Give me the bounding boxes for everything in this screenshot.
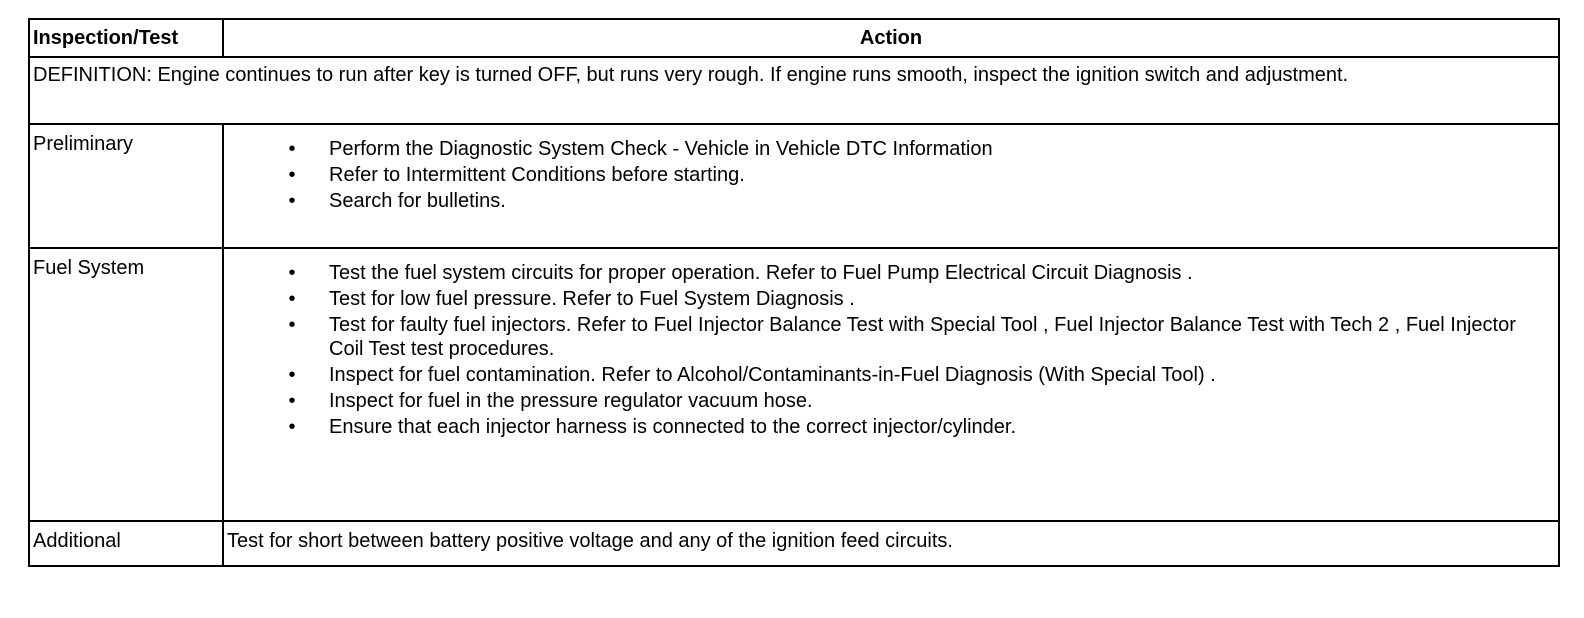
list-item [224,261,1558,285]
definition-text: DEFINITION: Engine continues to run after key is turned OFF, but runs very rough. If engine runs smooth, inspect the ignition switch and adjustment. [29,57,1559,124]
diagnostic-table [28,18,1560,567]
row-label-fuel-system: Fuel System [29,248,223,521]
bullet-icon: • [288,288,296,310]
list-item-text: Inspect for fuel contamination. Refer to Alcohol/Contaminants-in-Fuel Diagnosis (With Special Tool) . [329,364,1216,386]
definition-row [29,57,1559,124]
list-item-text: Test the fuel system circuits for proper operation. Refer to Fuel Pump Electrical Circuit Diagnosis . [329,262,1193,284]
bullet-icon: • [288,138,296,160]
header-row [29,19,1559,57]
list-item [224,189,1558,213]
list-item [224,415,1558,439]
row-label-additional: Additional [29,521,223,566]
bullet-icon: • [288,416,296,438]
list-item-text: Inspect for fuel in the pressure regulator vacuum hose. [329,390,813,412]
list-item [224,137,1558,161]
list-item-text: Perform the Diagnostic System Check - Vehicle in Vehicle DTC Information [329,138,993,160]
bullet-icon: • [288,164,296,186]
row-action-additional: Test for short between battery positive voltage and any of the ignition feed circuits. [223,521,1559,566]
list-item-text: Test for faulty fuel injectors. Refer to Fuel Injector Balance Test with Special Tool , Fuel Injector Balance Test with Tech 2 , Fuel Injector Coil Test test procedures. [329,314,1516,360]
bullet-list-preliminary [224,137,1558,213]
bullet-icon: • [288,314,296,336]
list-item [224,363,1558,387]
list-item-text: Ensure that each injector harness is connected to the correct injector/cylinder. [329,416,1017,438]
table-row-fuel-system [29,248,1559,521]
row-action-preliminary [223,124,1559,248]
list-item [224,313,1558,361]
list-item [224,389,1558,413]
list-item-text: Search for bulletins. [329,190,506,212]
list-item-text: Refer to Intermittent Conditions before starting. [329,164,745,186]
table-row-additional [29,521,1559,566]
header-inspection-test: Inspection/Test [29,19,223,57]
row-label-preliminary: Preliminary [29,124,223,248]
list-item [224,163,1558,187]
bullet-icon: • [288,190,296,212]
bullet-icon: • [288,390,296,412]
header-action: Action [223,19,1559,57]
list-item [224,287,1558,311]
list-item-text: Test for low fuel pressure. Refer to Fuel System Diagnosis . [329,288,855,310]
bullet-list-fuel-system [224,261,1558,439]
table-row-preliminary [29,124,1559,248]
diagnostic-table-container [28,18,1558,567]
bullet-icon: • [288,262,296,284]
row-action-fuel-system [223,248,1559,521]
bullet-icon: • [288,364,296,386]
